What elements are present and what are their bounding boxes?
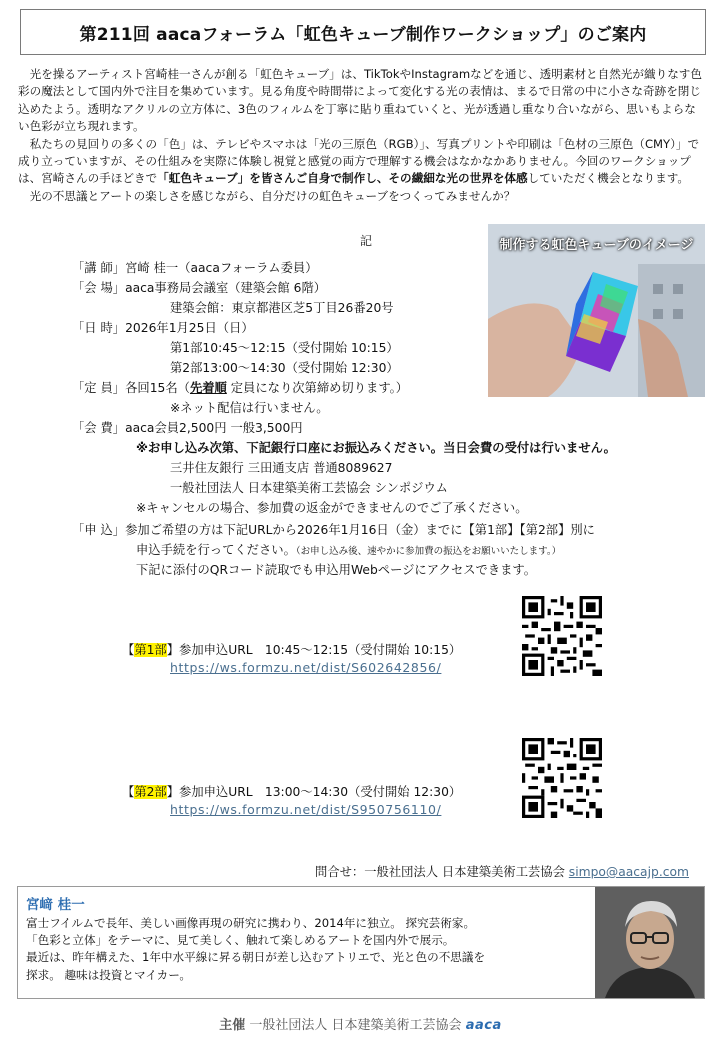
- intro-paragraph-3: 光の不思議とアートの楽しさを感じながら、自分だけの虹色キューブをつくってみませんか？: [29, 188, 516, 203]
- detail-lecturer: 「講 師」宮崎 桂一（aacaフォーラム委員）: [72, 261, 318, 275]
- reg-part1-heading: [122, 640, 461, 658]
- title-box: [20, 9, 706, 55]
- detail-apply-2: [136, 540, 561, 562]
- profile-bio-line-4: 探求。 趣味は投資とマイカー。: [26, 967, 191, 982]
- apply-text: 申込手続を行ってください。: [136, 543, 296, 557]
- qr-code-part1: [522, 596, 602, 676]
- detail-capacity: [72, 378, 408, 398]
- intro-p2-c: していただく機会となります。: [527, 171, 689, 186]
- detail-part1: 第1部10:45～12:15（受付開始 10:15）: [170, 341, 399, 355]
- reg1-bracket-open: 【: [122, 643, 135, 657]
- detail-fee-note: ※お申し込み次第、下記銀行口座にお振込みください。当日会費の受付は行いません。: [136, 441, 616, 455]
- portrait-photo: [595, 887, 704, 998]
- intro-p2-bold: 「虹色キューブ」を皆さんご自身で制作し、その繊細な光の世界を体感: [157, 171, 528, 186]
- contact-line: [315, 862, 689, 880]
- reg2-url-link[interactable]: https://ws.formzu.net/dist/S950756110/: [170, 802, 442, 817]
- detail-venue: 「会 場」aaca事務局会議室（建築会館 6階）: [72, 281, 327, 295]
- cube-photo: [488, 224, 705, 397]
- detail-fee: 「会 費」aaca会員2,500円 一般3,500円: [72, 421, 303, 435]
- capacity-text-b: 定員になり次第締め切ります。）: [226, 381, 409, 395]
- profile-bio-line-3: 最近は、昨年構えた、1年中水平線に昇る朝日が差し込むアトリエで、光と色の不思議を: [26, 950, 486, 965]
- apply-small-note: （お申し込み後、速やかに参加費の振込をお願いいたします。）: [295, 546, 562, 557]
- detail-part2: 第2部13:00～14:30（受付開始 12:30）: [170, 361, 399, 375]
- detail-bank: 三井住友銀行 三田通支店 普通8089627: [170, 461, 393, 475]
- footer-org: 一般社団法人 日本建築美術工芸協会: [245, 1018, 466, 1033]
- detail-cancel: ※キャンセルの場合、参加費の返金ができませんのでご了承ください。: [136, 501, 528, 515]
- capacity-text-a: 「定 員」各回15名（: [72, 381, 190, 395]
- contact-email-link[interactable]: simpo@aacajp.com: [568, 865, 689, 879]
- intro-paragraph-1: 光を操るアーティスト宮崎桂一さんが創る「虹色キューブ」は、TikTokやInstagramなどを通じ、透明素材と自然光が織りなす色彩の魔法として国内外で注目を集めています。見る角度や時間帯によって変化する光の表情は、まるで日常の中に小さな奇跡を閉じ込めたよう。透明なアクリルの立方体に、3色のフィルムを丁寧に貼り重ねていくと、光が透過し重なり合いながら、思いもよらない色彩が立ち現れます。: [18, 67, 702, 134]
- reg-part2-heading: [122, 782, 461, 800]
- profile-name: 宮﨑 桂一: [26, 897, 85, 913]
- profile-bio: [26, 915, 596, 984]
- detail-no-stream: ※ネット配信は行いません。: [170, 401, 329, 415]
- aaca-logo: aaca: [465, 1018, 502, 1033]
- reg2-part-label: 第2部: [134, 785, 167, 799]
- qr-code-part2: [522, 738, 602, 818]
- reg2-heading-text: 】参加申込URL 13:00～14:30（受付開始 12:30）: [166, 785, 462, 799]
- reg1-url-link[interactable]: https://ws.formzu.net/dist/S602642856/: [170, 660, 442, 675]
- page-title: 第211回 aacaフォーラム「虹色キューブ制作ワークショップ」のご案内: [79, 24, 647, 45]
- profile-box: [17, 886, 705, 999]
- detail-date: 「日 時」2026年1月25日（日）: [72, 321, 254, 335]
- portrait-illustration: [595, 887, 704, 998]
- detail-apply: 「申 込」参加ご希望の方は下記URLから2026年1月16日（金）までに【第1部】【第2部】別に: [72, 523, 595, 537]
- contact-label: 問合せ：一般社団法人 日本建築美術工芸協会: [315, 865, 569, 879]
- reg1-heading-text: 】参加申込URL 10:45～12:15（受付開始 10:15）: [166, 643, 462, 657]
- intro-text: [18, 66, 702, 205]
- detail-account: 一般社団法人 日本建築美術工芸協会 シンポジウム: [170, 481, 448, 495]
- photo-caption: 制作する虹色キューブのイメージ: [499, 238, 694, 253]
- capacity-first-come: 先着順: [189, 381, 227, 395]
- reg1-part-label: 第1部: [134, 643, 167, 657]
- intro-paragraph-2: [18, 136, 702, 188]
- reg2-bracket-open: 【: [122, 785, 135, 799]
- footer-sponsor-label: 主催: [219, 1018, 246, 1033]
- profile-bio-line-2: 「色彩と立体」をテーマに、見て美しく、触れて楽しめるアートを国内外で展示。: [26, 933, 455, 948]
- detail-apply-qr: 下記に添付のQRコード読取でも申込用Webページにアクセスできます。: [136, 563, 537, 577]
- detail-venue-address: 建築会館：東京都港区芝5丁目26番20号: [170, 301, 394, 315]
- intro-p2-a: 私たちの見回りの多くの「色」は、テレビやスマホは「光の三原色（RGB）」、写真プリントや印刷は「色材の三原色（CMY）」で成り立っていますが、その仕組みを実際に体験し視覚と感覚の両方で理解する機会はなかなかありません。今回のワークショップは、宮崎さんの手ほどきで: [18, 136, 700, 186]
- ki-heading: 記: [360, 234, 373, 248]
- profile-bio-line-1: 富士フイルムで長年、美しい画像再現の研究に携わり、2014年に独立。 探究芸術家。: [26, 916, 476, 930]
- footer: [0, 1014, 721, 1033]
